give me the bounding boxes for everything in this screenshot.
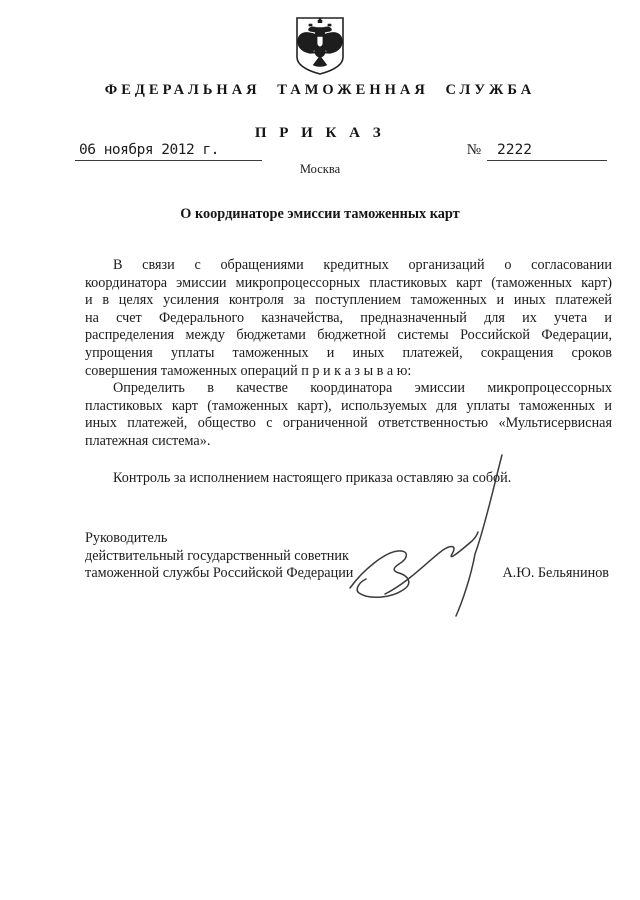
paragraph-preamble [85,257,612,380]
position-line: Руководитель [85,530,168,546]
body-line: координатора эмиссии микропроцессорных пластиковых карт (таможенных карт) [85,274,612,291]
body-line: пластиковых карт (таможенных карт), используемых для уплаты таможенных и [85,397,612,414]
document-date: 06 ноября 2012 г. [75,142,262,161]
body-line: совершения таможенных операций п р и к а з ы в а ю: [85,362,412,379]
coat-of-arms-icon [291,15,349,77]
body-line: платежная система». [85,432,211,449]
body-line: В связи с обращениями кредитных организаций о согласовании [113,257,612,273]
position-line: таможенной службы Российской Федерации [85,565,354,582]
body-line: упрощения уплаты таможенных и иных платежей, сокращения сроков [85,344,612,361]
body-line: Определить в качестве координатора эмиссии микропроцессорных [113,380,612,397]
date-number-row [75,142,607,161]
document-number: 2222 [487,142,607,161]
body-line: иных платежей, общество с ограниченной ответственностью «Мультисервисная [85,415,612,432]
signatory-name: А.Ю. Бельянинов [502,565,609,581]
body-line: на счет Федерального казначейства, предназначенный для их учета и [85,309,612,326]
document-number-group [467,142,607,161]
number-sign: № [466,142,481,158]
paragraph-order [85,380,612,450]
document-subject: О координаторе эмиссии таможенных карт [180,206,460,222]
body-line: распределения между бюджетами бюджетной системы Российской Федерации, [85,327,612,344]
position-line: действительный государственный советник [85,547,349,564]
document-body [85,257,612,487]
signatory-position [85,530,465,583]
agency-title: ФЕДЕРАЛЬНАЯ ТАМОЖЕННАЯ СЛУЖБА [104,82,536,98]
paragraph-control: Контроль за исполнением настоящего приказа оставляю за собой. [113,469,512,486]
document-type-title: П Р И К А З [254,125,386,141]
body-line: и в целях усиления контроля за поступлением таможенных и иных платежей [85,292,612,309]
issue-city: Москва [299,162,341,176]
